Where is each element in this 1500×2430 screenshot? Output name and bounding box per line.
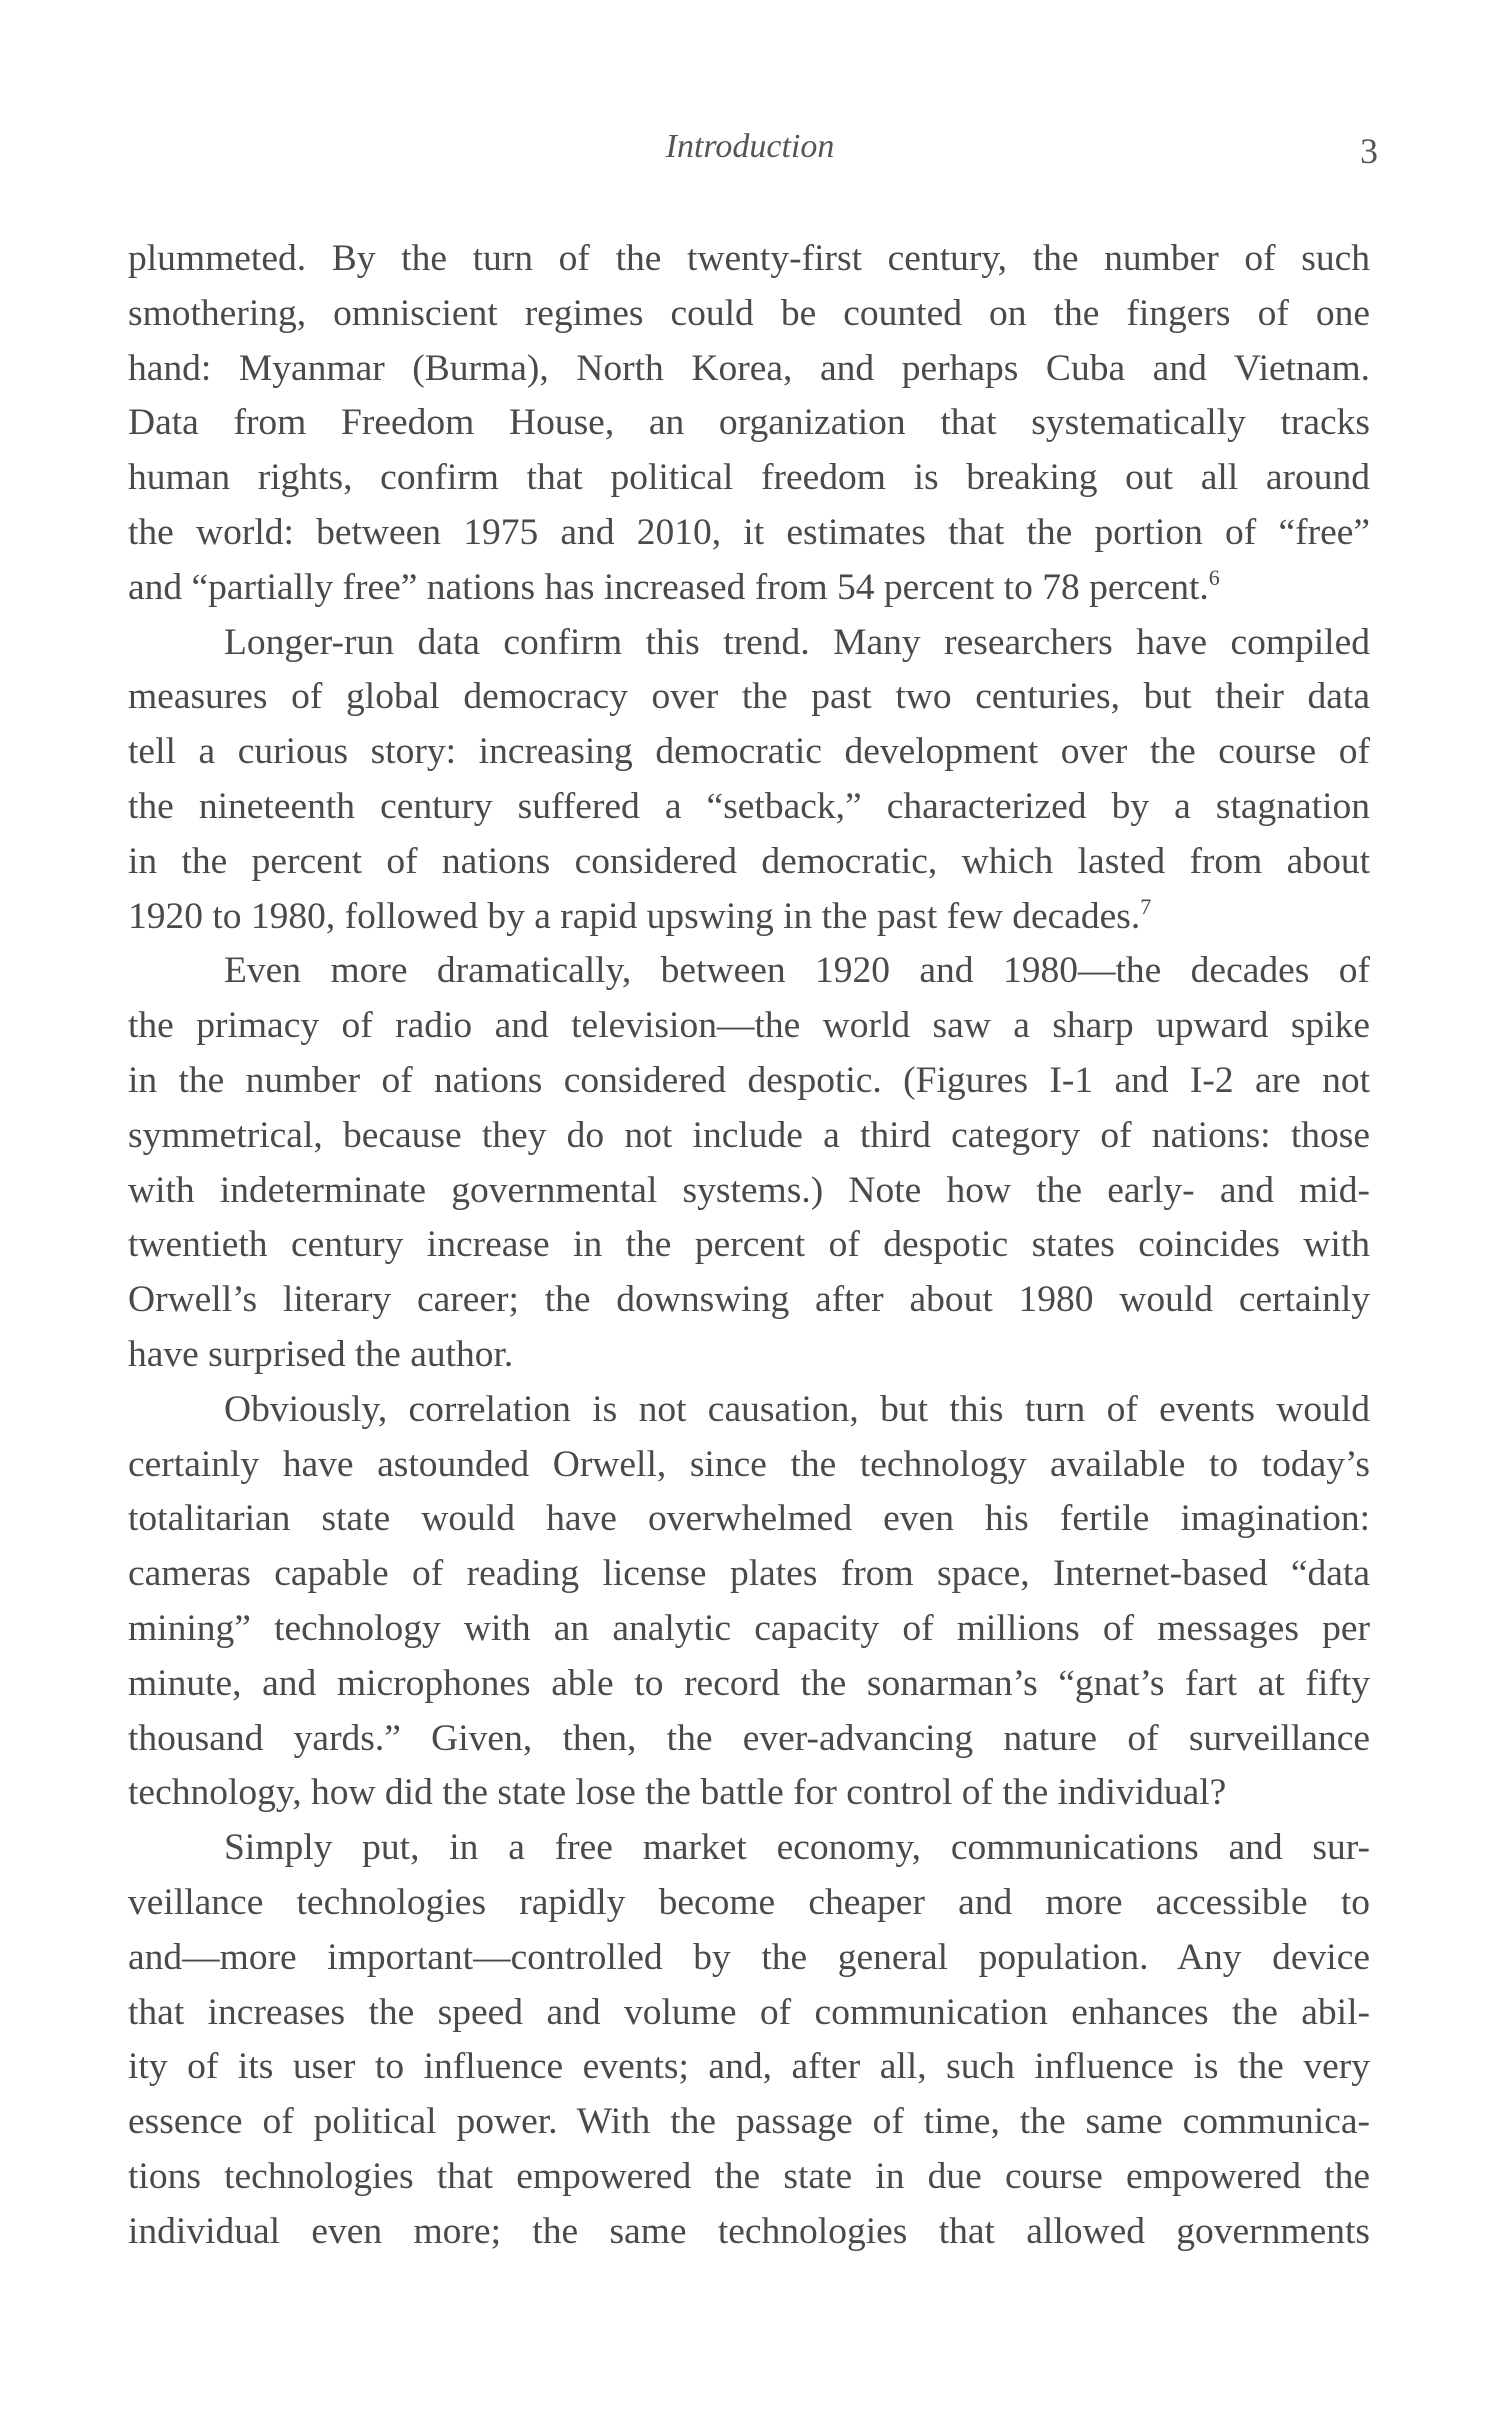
text-line-content: the nineteenth century suffered a “setback,” characterized by a stagnation xyxy=(128,785,1370,827)
text-line xyxy=(128,616,1370,671)
text-line xyxy=(128,670,1370,725)
text-line-content: veillance technologies rapidly become cheaper and more accessible to xyxy=(128,1881,1370,1923)
footnote-marker[interactable]: 6 xyxy=(1208,564,1220,590)
text-line xyxy=(128,1712,1370,1767)
text-line xyxy=(128,835,1370,890)
text-line-content: tell a curious story: increasing democratic development over the course of xyxy=(128,731,1370,773)
text-line xyxy=(128,1547,1370,1602)
text-line xyxy=(128,2040,1370,2095)
text-line xyxy=(128,890,1370,945)
text-line xyxy=(128,1931,1370,1986)
text-line xyxy=(128,287,1370,342)
text-line-content: human rights, confirm that political freedom is breaking out all around xyxy=(128,457,1370,499)
text-line-content: hand: Myanmar (Burma), North Korea, and perhaps Cuba and Vietnam. xyxy=(128,347,1370,389)
running-head: Introduction xyxy=(665,128,835,165)
text-line-content: Simply put, in a free market economy, communications and sur- xyxy=(224,1827,1370,1869)
text-line-content: thousand yards.” Given, then, the ever-advancing nature of surveillance xyxy=(128,1717,1370,1759)
page-number: 3 xyxy=(1360,131,1378,171)
text-line-content: and—more important—controlled by the general population. Any device xyxy=(128,1936,1370,1978)
text-line-content: ity of its user to influence events; and, after all, such influence is the very xyxy=(128,2046,1370,2088)
text-line-content: minute, and microphones able to record the sonarman’s “gnat’s fart at fifty xyxy=(128,1662,1370,1704)
text-line xyxy=(128,1821,1370,1876)
text-line xyxy=(128,1273,1370,1328)
text-line-content: individual even more; the same technologies that allowed governments xyxy=(128,2210,1370,2252)
text-line xyxy=(128,2205,1370,2260)
text-line-content: Even more dramatically, between 1920 and 1980—the decades of xyxy=(224,950,1370,992)
text-line xyxy=(128,2095,1370,2150)
text-line xyxy=(128,1438,1370,1493)
text-line-content: smothering, omniscient regimes could be counted on the fingers of one xyxy=(128,292,1370,334)
text-line xyxy=(128,1876,1370,1931)
text-line-content: in the number of nations considered despotic. (Figures I-1 and I-2 are not xyxy=(128,1059,1370,1101)
text-line-content: essence of political power. With the passage of time, the same communica- xyxy=(128,2101,1370,2143)
text-line xyxy=(128,1492,1370,1547)
text-line xyxy=(128,561,1370,616)
text-line-content: plummeted. By the turn of the twenty-first century, the number of such xyxy=(128,238,1370,279)
text-line-content: the world: between 1975 and 2010, it estimates that the portion of “free” xyxy=(128,511,1370,553)
text-line-content: Data from Freedom House, an organization that systematically tracks xyxy=(128,402,1370,444)
text-line xyxy=(128,1986,1370,2041)
text-line-content: with indeterminate governmental systems.) Note how the early- and mid- xyxy=(128,1169,1370,1211)
text-line-content: totalitarian state would have overwhelmed even his fertile imagination: xyxy=(128,1498,1370,1540)
text-line xyxy=(128,2150,1370,2205)
body-text xyxy=(128,232,1370,2259)
text-line-content: in the percent of nations considered democratic, which lasted from about xyxy=(128,840,1370,882)
text-line xyxy=(128,1328,1370,1383)
text-line xyxy=(128,1109,1370,1164)
text-line xyxy=(128,451,1370,506)
text-line xyxy=(128,1054,1370,1109)
text-line xyxy=(128,725,1370,780)
text-line xyxy=(128,1164,1370,1219)
text-line xyxy=(128,999,1370,1054)
text-line-content: mining” technology with an analytic capacity of millions of messages per xyxy=(128,1607,1370,1649)
text-line xyxy=(128,506,1370,561)
text-line-content: cameras capable of reading license plates from space, Internet-based “data xyxy=(128,1553,1370,1595)
text-line-content: Obviously, correlation is not causation, but this turn of events would xyxy=(224,1388,1370,1430)
text-line xyxy=(128,1657,1370,1712)
text-line-content: that increases the speed and volume of communication enhances the abil- xyxy=(128,1991,1370,2033)
text-line xyxy=(128,1218,1370,1273)
text-line xyxy=(128,396,1370,451)
text-line xyxy=(128,1383,1370,1438)
text-line-content: tions technologies that empowered the state in due course empowered the xyxy=(128,2155,1370,2197)
text-line-content: technology, how did the state lose the battle for control of the individual? xyxy=(128,1772,1227,1814)
footnote-marker[interactable]: 7 xyxy=(1140,893,1152,919)
text-line xyxy=(128,1766,1370,1821)
text-line-content: 1920 to 1980, followed by a rapid upswing in the past few decades. xyxy=(128,895,1141,937)
text-line-content: twentieth century increase in the percent of despotic states coincides with xyxy=(128,1224,1370,1266)
text-line-content: measures of global democracy over the past two centuries, but their data xyxy=(128,676,1370,718)
text-line-content: symmetrical, because they do not include a third category of nations: those xyxy=(128,1114,1370,1156)
text-line-content: Longer-run data confirm this trend. Many researchers have compiled xyxy=(224,621,1370,663)
text-line-content: have surprised the author. xyxy=(128,1333,514,1375)
text-line-content: and “partially free” nations has increased from 54 percent to 78 percent. xyxy=(128,566,1209,608)
text-line-content: Orwell’s literary career; the downswing after about 1980 would certainly xyxy=(128,1279,1370,1321)
text-line xyxy=(128,1602,1370,1657)
text-line xyxy=(128,780,1370,835)
text-line xyxy=(128,944,1370,999)
text-line-content: the primacy of radio and television—the world saw a sharp upward spike xyxy=(128,1005,1370,1047)
text-line xyxy=(128,232,1370,287)
text-line xyxy=(128,342,1370,397)
text-line-content: certainly have astounded Orwell, since the technology available to today’s xyxy=(128,1443,1370,1485)
